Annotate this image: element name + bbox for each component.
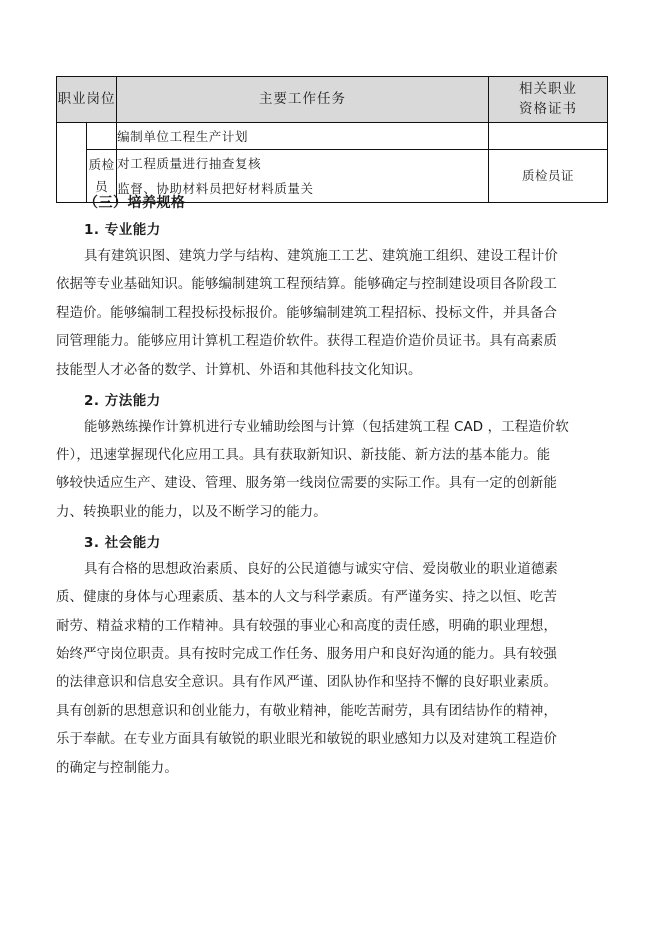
row-group-blank-cell <box>57 123 87 203</box>
text-line: 够较快适应生产、建设、管理、服务第一线岗位需要的实际工作。具有一定的创新能 <box>56 476 558 492</box>
task-line: 编制单位工程生产计划 <box>117 128 249 144</box>
paragraph-social-ability <box>56 556 608 783</box>
header-cell-certificate <box>488 77 607 123</box>
text-line: 耐劳、精益求精的工作精神。具有较强的事业心和高度的责任感，明确的职业理想， <box>56 618 558 634</box>
section-heading-social-ability: 3. 社会能力 <box>84 535 161 552</box>
cell-tasks <box>117 123 489 150</box>
text-line: 具有建筑识图、建筑力学与结构、建筑施工工艺、建筑施工组织、建设工程计价 <box>84 248 558 264</box>
text-line: 力、转换职业的能力，以及不断学习的能力。 <box>56 504 327 520</box>
paragraph-professional-ability <box>56 243 608 385</box>
task-line: 监督、协助材料员把好材料质量关 <box>117 181 314 197</box>
text-line: 能够熟练操作计算机进行专业辅助绘图与计算（包括建筑工程 CAD ，工程造价软 <box>84 419 569 435</box>
table-row <box>57 123 608 150</box>
text-line: 具有合格的思想政治素质、良好的公民道德与诚实守信、爱岗敬业的职业道德素 <box>84 561 558 577</box>
section-heading-main: （三）培养规格 <box>84 195 186 211</box>
text-line: 的确定与控制能力。 <box>56 760 178 776</box>
paragraph-method-ability <box>56 414 608 528</box>
text-line: 件），迅速掌握现代化应用工具。具有获取新知识、新技能、新方法的基本能力。能 <box>56 448 551 464</box>
header-tasks-label: 主要工作任务 <box>259 90 347 107</box>
cell-certificate-empty <box>488 123 607 150</box>
text-line: 依据等专业基础知识。能够编制建筑工程预结算。能够确定与控制建设项目各阶段工 <box>56 277 558 293</box>
table-header-row <box>57 77 608 123</box>
text-line: 的法律意识和信息安全意识。具有作风严谨、团队协作和坚持不懈的良好职业素质。 <box>56 675 558 691</box>
section-heading-professional-ability: 1. 专业能力 <box>84 222 161 239</box>
document-body <box>56 192 608 783</box>
cell-position-empty <box>87 123 117 150</box>
header-certificate-label <box>489 77 607 122</box>
text-line: 质、健康的身体与心理素质、基本的人文与科学素质。有严谨务实、持之以恒、吃苦 <box>56 590 558 606</box>
text-line: 同管理能力。能够应用计算机工程造价软件。获得工程造价造价员证书。具有高素质 <box>56 334 558 350</box>
cell-certificate: 质检员证 <box>488 150 607 203</box>
text-line: 程造价。能够编制工程投标投标报价。能够编制建筑工程招标、投标文件，并具备合 <box>56 305 558 321</box>
header-certificate-line1: 相关职业 <box>518 81 577 97</box>
text-line: 乐于奉献。在专业方面具有敏锐的职业眼光和敏锐的职业感知力以及对建筑工程造价 <box>56 732 558 748</box>
cell-position: 质检员 <box>87 150 117 203</box>
header-cell-position <box>57 77 117 123</box>
section-heading-method-ability: 2. 方法能力 <box>84 393 161 410</box>
text-line: 技能型人才必备的数学、计算机、外语和其他科技文化知识。 <box>56 362 422 378</box>
header-position-label: 职业岗位 <box>57 90 116 107</box>
job-positions-table <box>56 76 608 203</box>
text-line: 始终严守岗位职责。具有按时完成工作任务、服务用户和良好沟通的能力。具有较强 <box>56 647 558 663</box>
header-cell-tasks <box>117 77 489 123</box>
task-line: 对工程质量进行抽查复核 <box>117 156 262 172</box>
header-certificate-line2: 资格证书 <box>518 100 577 117</box>
text-line: 具有创新的思想意识和创业能力，有敬业精神，能吃苦耐劳，具有团结协作的精神， <box>56 703 558 719</box>
